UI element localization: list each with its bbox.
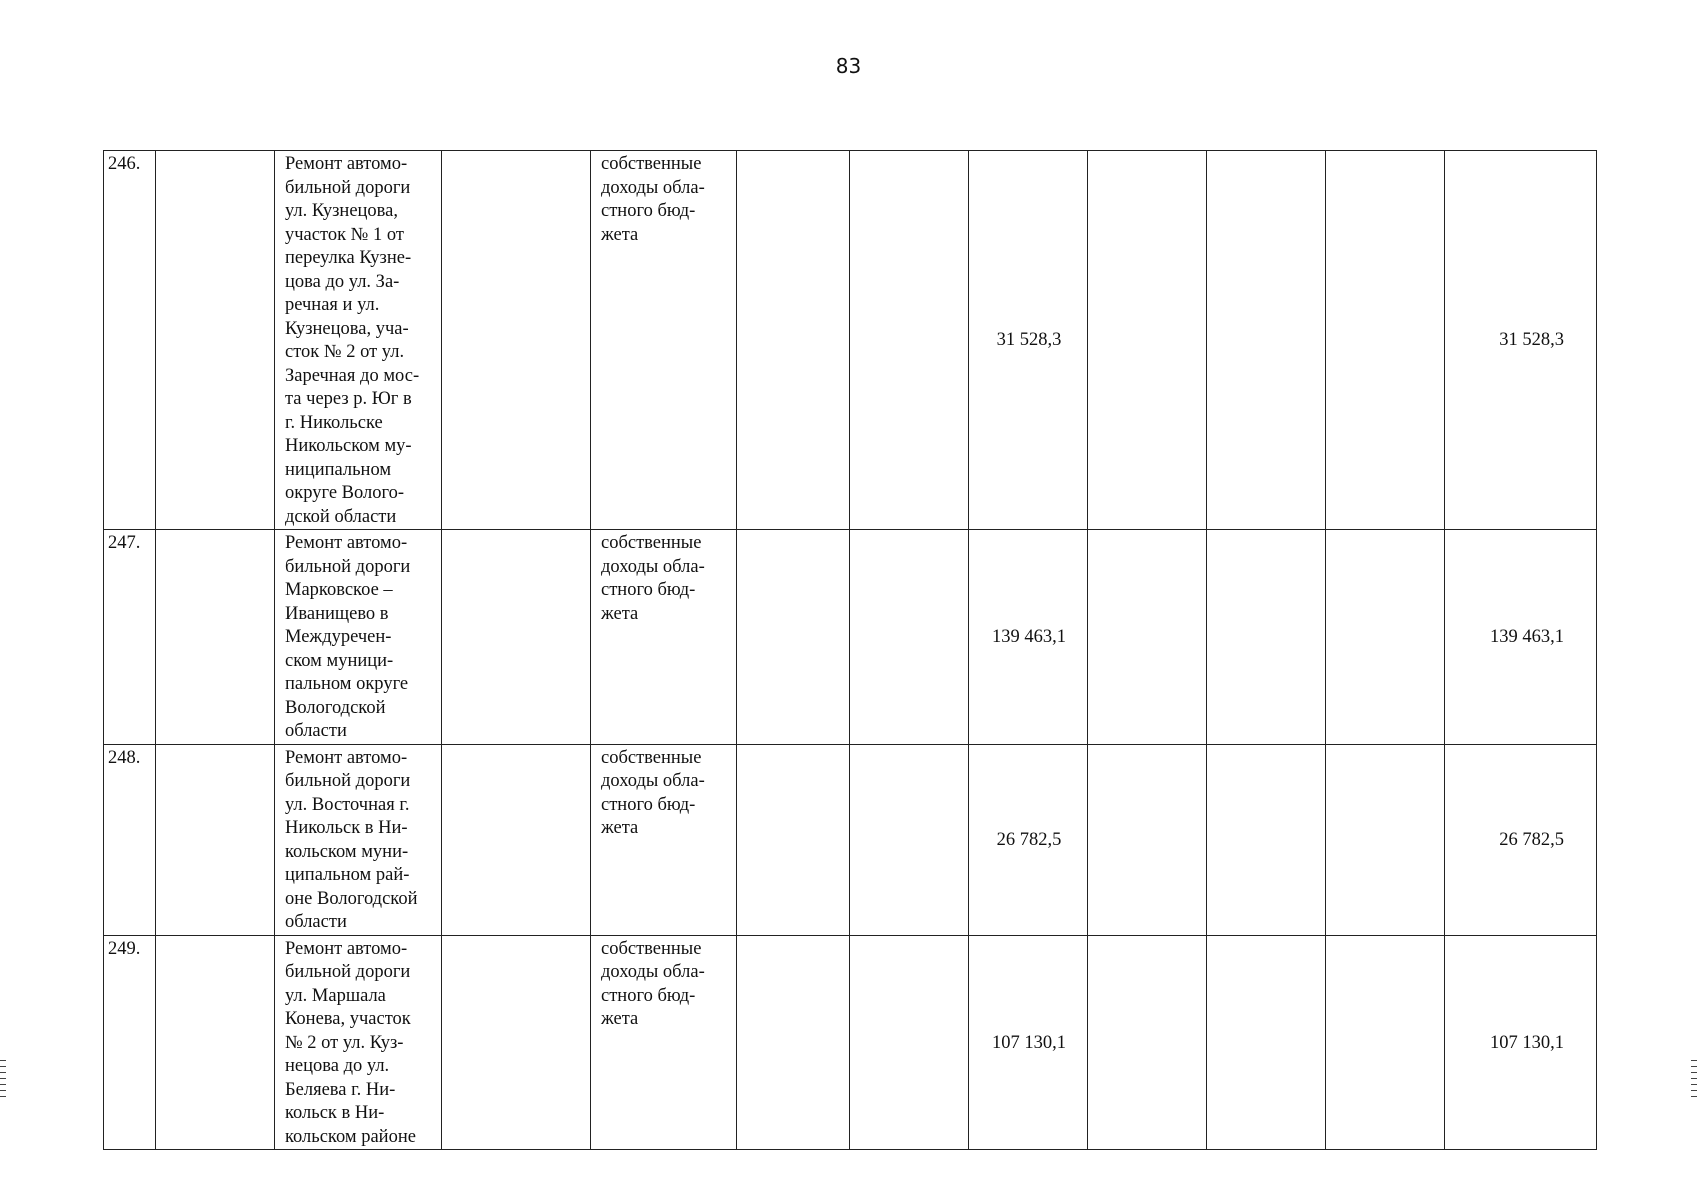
row-index: 246.: [104, 151, 156, 530]
empty-cell: [1207, 744, 1326, 935]
page-number: 83: [835, 54, 862, 78]
row-index: 248.: [104, 744, 156, 935]
funding-source: собственные доходы обла- стного бюд- жета: [591, 935, 737, 1150]
empty-cell: [1207, 935, 1326, 1150]
table-row: [104, 935, 1597, 1150]
budget-table: [103, 150, 1597, 1150]
table-row: [104, 530, 1597, 745]
row-index: 247.: [104, 530, 156, 745]
total-cell: 26 782,5: [1445, 744, 1597, 935]
empty-cell: [1326, 744, 1445, 935]
empty-cell: [1088, 935, 1207, 1150]
empty-cell: [442, 530, 591, 745]
object-name: Ремонт автомо- бильной дороги ул. Восточная г. Никольск в Ни- кольском муни- ципальном рай- оне Вологодской области: [275, 744, 442, 935]
empty-cell: [442, 744, 591, 935]
empty-cell: [737, 151, 850, 530]
funding-source: собственные доходы обла- стного бюд- жета: [591, 151, 737, 530]
total-cell: 139 463,1: [1445, 530, 1597, 745]
row-index: 249.: [104, 935, 156, 1150]
empty-cell: [737, 744, 850, 935]
empty-cell: [156, 935, 275, 1150]
total-cell: 107 130,1: [1445, 935, 1597, 1150]
empty-cell: [442, 151, 591, 530]
empty-cell: [1326, 935, 1445, 1150]
object-name: Ремонт автомо- бильной дороги Марковское – Иванищево в Междуречен- ском муници- пальном округе Вологодской области: [275, 530, 442, 745]
amount-cell: 26 782,5: [969, 744, 1088, 935]
left-scan-marks: [0, 1060, 6, 1100]
right-scan-marks: [1691, 1060, 1697, 1100]
empty-cell: [850, 935, 969, 1150]
empty-cell: [156, 151, 275, 530]
empty-cell: [1088, 530, 1207, 745]
empty-cell: [442, 935, 591, 1150]
table-row: [104, 151, 1597, 530]
total-cell: 31 528,3: [1445, 151, 1597, 530]
empty-cell: [850, 530, 969, 745]
amount-cell: 31 528,3: [969, 151, 1088, 530]
object-name: Ремонт автомо- бильной дороги ул. Кузнецова, участок № 1 от переулка Кузне- цова до ул. За- речная и ул. Кузнецова, уча- сток № 2 от ул. Заречная до мос- та через р. Юг в г. Никольске Никольском му- ниципальном округе Волого- дской области: [275, 151, 442, 530]
funding-source: собственные доходы обла- стного бюд- жета: [591, 744, 737, 935]
empty-cell: [737, 530, 850, 745]
empty-cell: [850, 151, 969, 530]
empty-cell: [1207, 530, 1326, 745]
amount-cell: 139 463,1: [969, 530, 1088, 745]
empty-cell: [1088, 151, 1207, 530]
empty-cell: [737, 935, 850, 1150]
empty-cell: [850, 744, 969, 935]
empty-cell: [156, 530, 275, 745]
empty-cell: [1326, 530, 1445, 745]
empty-cell: [1207, 151, 1326, 530]
funding-source: собственные доходы обла- стного бюд- жета: [591, 530, 737, 745]
object-name: Ремонт автомо- бильной дороги ул. Маршала Конева, участок № 2 от ул. Куз- нецова до ул. Беляева г. Ни- кольск в Ни- кольском районе: [275, 935, 442, 1150]
empty-cell: [1088, 744, 1207, 935]
table-row: [104, 744, 1597, 935]
empty-cell: [156, 744, 275, 935]
empty-cell: [1326, 151, 1445, 530]
amount-cell: 107 130,1: [969, 935, 1088, 1150]
